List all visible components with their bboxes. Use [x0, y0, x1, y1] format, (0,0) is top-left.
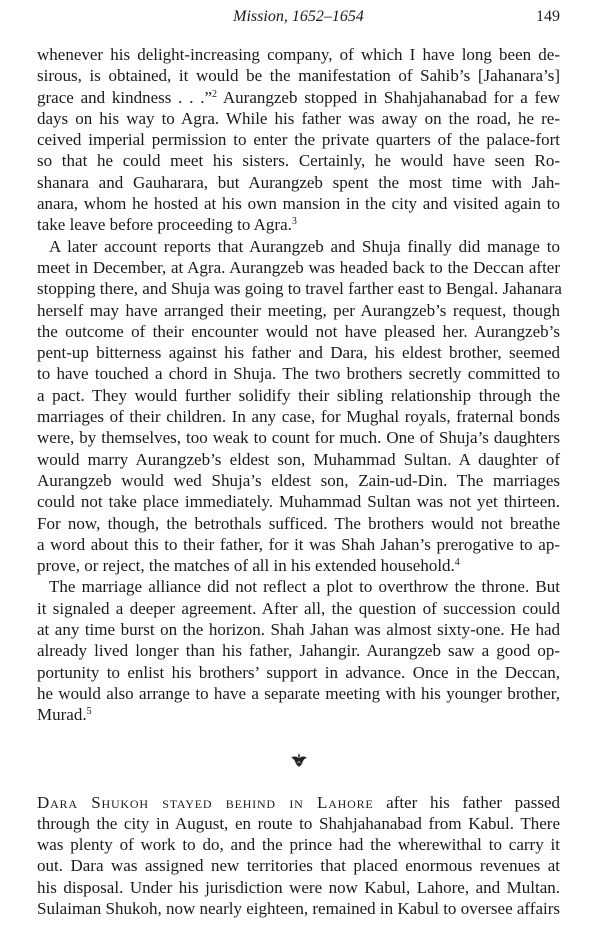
line-text: whenever his delight-increasing company, of which I have long been de- — [37, 45, 560, 64]
text-line — [37, 150, 560, 171]
text-line — [37, 172, 560, 193]
line-text: prove, or reject, the matches of all in his extended household. — [37, 556, 455, 576]
text-line — [37, 342, 560, 363]
section-two — [37, 792, 560, 920]
text-line — [37, 834, 560, 855]
text-line — [37, 813, 560, 834]
line-text: out. Dara was assigned new territories that placed enormous revenues at — [37, 856, 560, 876]
text-line — [37, 704, 560, 725]
footnote-marker: 2 — [212, 88, 218, 100]
text-line — [37, 640, 560, 661]
text-line — [37, 427, 560, 448]
line-text: grace and kindness . . .” — [37, 87, 213, 107]
text-line — [37, 491, 560, 512]
text-line — [37, 683, 560, 704]
line-text: days on his way to Agra. While his father was away on the road, he re- — [37, 108, 560, 128]
line-text: A later account reports that Aurangzeb and Shuja finally did manage to — [49, 236, 560, 256]
text-line — [37, 193, 560, 214]
text-line — [37, 321, 560, 342]
line-text: it signaled a deeper agreement. After all, the question of succession could — [37, 598, 560, 618]
footnote-marker: 4 — [454, 557, 460, 569]
text-line — [37, 129, 560, 150]
line-text: Murad. — [37, 705, 87, 725]
line-text: herself may have arranged their meeting, per Aurangzeb’s request, though — [37, 300, 560, 320]
text-line — [37, 363, 560, 384]
text-line — [37, 449, 560, 470]
line-text: The marriage alliance did not reflect a plot to overthrow the throne. But — [49, 577, 560, 597]
line-text: so that he could meet his sisters. Certainly, he would have seen Ro- — [37, 151, 560, 171]
text-line — [37, 470, 560, 491]
footnote-marker: 3 — [291, 216, 297, 228]
text-line — [37, 385, 560, 406]
text-line — [37, 898, 560, 919]
text-line — [37, 108, 560, 129]
text-line — [37, 65, 560, 86]
line-text: Sulaiman Shukoh, now nearly eighteen, remained in Kabul to oversee affairs — [37, 898, 560, 918]
text-line — [37, 236, 560, 257]
line-text: was plenty of work to do, and the prince had the wherewithal to carry it — [37, 835, 560, 855]
text-line — [37, 513, 560, 534]
text-line — [37, 406, 560, 427]
text-line — [37, 214, 560, 235]
line-text: take leave before proceeding to Agra. — [37, 215, 292, 235]
text-line — [37, 555, 560, 576]
text-line — [37, 87, 560, 108]
line-text: portunity to enlist his brothers’ support in advance. Once in the Deccan, — [37, 662, 560, 682]
line-text: were, by themselves, too weak to count for much. One of Shuja’s daughters — [37, 428, 560, 448]
line-text: marriages of their children. In any case, for Mughal royals, fraternal bonds — [37, 407, 560, 427]
line-text: could not take place immediately. Muhammad Sultan was not yet thirteen. — [37, 492, 560, 512]
text-line — [37, 44, 560, 65]
text-line — [37, 300, 560, 321]
page-body — [37, 44, 560, 919]
text-line — [37, 534, 560, 555]
section-one — [37, 44, 560, 726]
line-text: Aurangzeb stopped in Shahjahanabad for a few — [217, 87, 561, 107]
text-line — [37, 792, 560, 813]
line-text: to have touched a chord in Shuja. The two brothers secretly committed to — [37, 364, 560, 384]
line-text: he would also arrange to have a separate meeting with his younger brother, — [37, 683, 560, 703]
line-text: For now, though, the betrothals sufficed. The brothers would not breathe — [37, 513, 560, 533]
line-text: already lived longer than his father, Jahangir. Aurangzeb saw a good op- — [37, 641, 560, 661]
line-text: a pact. They would further solidify their sibling relationship through the — [37, 385, 560, 405]
line-text: ceived imperial permission to enter the private quarters of the palace-fort — [37, 130, 560, 150]
text-line — [37, 576, 560, 597]
text-line — [37, 662, 560, 683]
line-text: sirous, is obtained, it would be the manifestation of Sahib’s [Jahanara’s] — [37, 66, 560, 86]
text-line — [37, 855, 560, 876]
text-line — [37, 619, 560, 640]
paragraph — [37, 236, 560, 577]
section-lead-in: Dara Shukoh stayed behind in Lahore — [37, 792, 374, 812]
running-header — [37, 8, 560, 32]
line-text: would marry Aurangzeb’s eldest son, Muhammad Sultan. A daughter of — [37, 449, 560, 469]
text-line — [37, 257, 560, 278]
line-text: Aurangzeb would wed Shuja’s eldest son, Zain-ud-Din. The marriages — [37, 470, 560, 490]
line-text: through the city in August, en route to Shahjahanabad from Kabul. There — [37, 813, 560, 833]
line-text: the outcome of their encounter would not have pleased her. Aurangzeb’s — [37, 321, 560, 341]
text-line — [37, 598, 560, 619]
line-text: shanara and Gauharara, but Aurangzeb spent the most time with Jah- — [37, 172, 560, 192]
line-text: a word about this to their father, for it was Shah Jahan’s prerogative to ap- — [37, 534, 560, 554]
footnote-marker: 5 — [86, 706, 92, 718]
line-text: meet in December, at Agra. Aurangzeb was headed back to the Deccan after — [37, 257, 560, 277]
line-text: his disposal. Under his jurisdiction were now Kabul, Lahore, and Multan. — [37, 877, 560, 897]
fleuron-icon — [290, 752, 308, 768]
line-text: at any time burst on the horizon. Shah Jahan was almost sixty-one. He had — [37, 620, 560, 640]
running-title: Mission, 1652–1654 — [233, 8, 364, 25]
line-text: after his father passed — [373, 792, 561, 812]
paragraph — [37, 44, 560, 236]
line-text: pent-up bitterness against his father and Dara, his eldest brother, seemed — [37, 343, 560, 363]
paragraph — [37, 576, 560, 725]
line-text: stopping there, and Shuja was going to travel farther east to Bengal. Jahanara — [37, 279, 562, 299]
line-text: anara, whom he hosted at his own mansion in the city and visited again to — [37, 194, 560, 214]
text-line — [37, 877, 560, 898]
section-break — [37, 726, 560, 792]
text-line — [37, 278, 560, 299]
page-number: 149 — [536, 8, 560, 25]
